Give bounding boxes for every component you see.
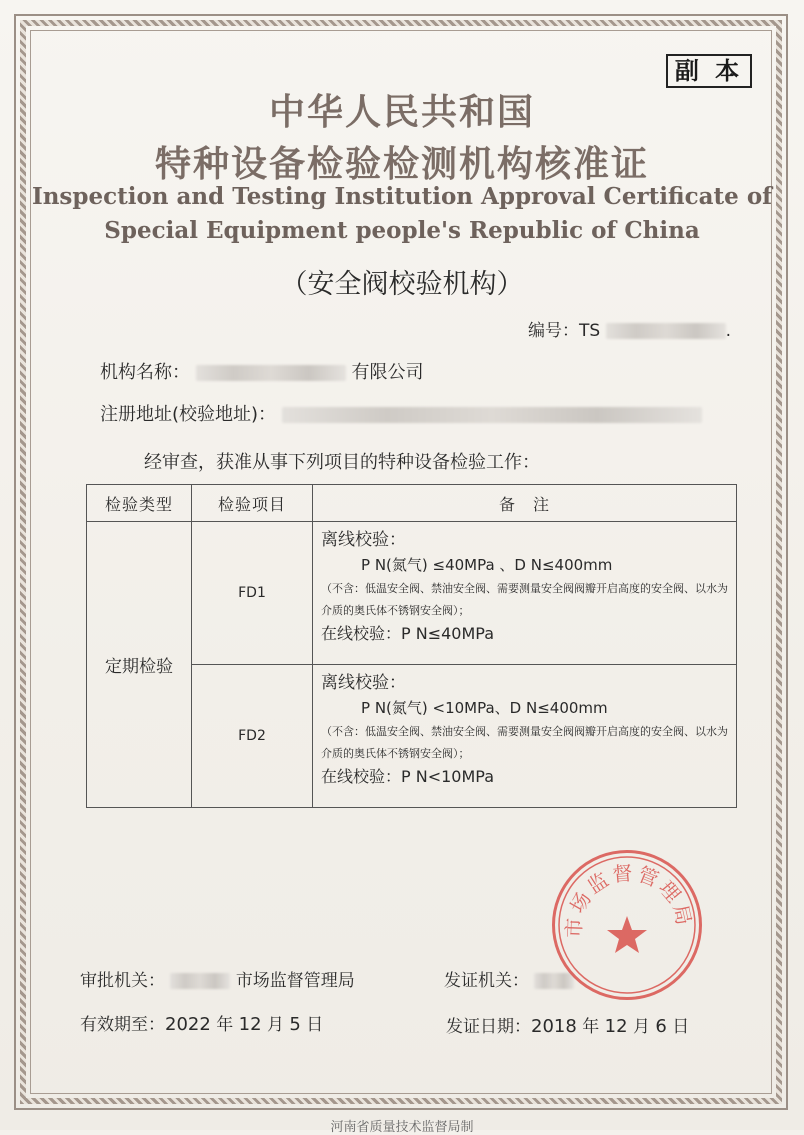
redacted-org-name bbox=[196, 365, 346, 381]
approval-table bbox=[86, 484, 737, 808]
title-english-line1: Inspection and Testing Institution Approval Certificate of bbox=[31, 183, 773, 210]
issue-date bbox=[446, 1012, 689, 1037]
approval-authority-value: 市场监督管理局 bbox=[235, 971, 355, 991]
certificate-subtitle: （安全阀校验机构） bbox=[280, 269, 524, 300]
item-cell-fd1: FD1 bbox=[192, 522, 313, 665]
org-label: 机构名称： bbox=[100, 362, 190, 383]
official-seal bbox=[552, 850, 702, 1000]
serial-value: TS bbox=[579, 321, 601, 341]
issue-month: 12 bbox=[604, 1016, 628, 1037]
serial-dot: . bbox=[725, 321, 731, 341]
bottom-caption: 河南省质量技术监督局制 bbox=[330, 1120, 474, 1135]
month-unit: 月 bbox=[632, 1017, 650, 1037]
offline-spec: P N(氮气) <10MPa、D N≤400mm bbox=[361, 699, 608, 717]
month-unit: 月 bbox=[266, 1015, 284, 1035]
seal-text-path: 市场监督管理局 bbox=[561, 860, 697, 939]
header-inspection-item: 检验项目 bbox=[192, 485, 313, 522]
remarks-cell-fd2 bbox=[313, 665, 737, 808]
redacted-address bbox=[282, 407, 702, 423]
year-unit: 年 bbox=[216, 1015, 234, 1035]
approval-authority bbox=[80, 966, 355, 991]
year-unit: 年 bbox=[582, 1017, 600, 1037]
star-icon bbox=[607, 916, 647, 953]
online-spec: 在线校验：P N≤40MPa bbox=[321, 624, 495, 643]
offline-label: 离线校验： bbox=[321, 530, 406, 550]
valid-until bbox=[80, 1010, 323, 1035]
seal-graphic bbox=[552, 850, 702, 1000]
redacted-authority bbox=[170, 973, 230, 989]
table-header-row bbox=[87, 485, 737, 522]
valid-day: 5 bbox=[289, 1014, 301, 1035]
exclusion-note: （不含：低温安全阀、禁油安全阀、需要测量安全阀阀瓣开启高度的安全阀、以水为介质的奥氏体不锈钢安全阀）； bbox=[321, 725, 728, 760]
table-row bbox=[87, 522, 737, 665]
issuing-authority-label: 发证机关： bbox=[444, 971, 529, 991]
title-certificate: 特种设备检验检测机构核准证 bbox=[154, 144, 649, 185]
valid-until-label: 有效期至： bbox=[80, 1015, 165, 1035]
day-unit: 日 bbox=[306, 1015, 324, 1035]
issue-day: 6 bbox=[655, 1016, 667, 1037]
header-remarks: 备 注 bbox=[313, 485, 737, 522]
item-cell-fd2: FD2 bbox=[192, 665, 313, 808]
offline-spec: P N(氮气) ≤40MPa 、D N≤400mm bbox=[361, 556, 613, 574]
redacted-serial bbox=[606, 323, 726, 339]
valid-year: 2022 bbox=[165, 1014, 211, 1035]
inspection-type-cell: 定期检验 bbox=[87, 522, 192, 808]
org-suffix: 有限公司 bbox=[351, 362, 424, 383]
serial-number bbox=[528, 316, 731, 341]
valid-month: 12 bbox=[238, 1014, 262, 1035]
approval-authority-label: 审批机关： bbox=[80, 971, 165, 991]
org-name-line bbox=[100, 358, 423, 384]
title-english-line2: Special Equipment people's Republic of China bbox=[104, 217, 700, 244]
copy-stamp: 副 本 bbox=[666, 54, 752, 88]
serial-label: 编号： bbox=[528, 321, 579, 341]
address-line bbox=[100, 400, 702, 426]
exclusion-note: （不含：低温安全阀、禁油安全阀、需要测量安全阀阀瓣开启高度的安全阀、以水为介质的奥氏体不锈钢安全阀）； bbox=[321, 582, 728, 617]
title-country: 中华人民共和国 bbox=[268, 92, 535, 133]
offline-label: 离线校验： bbox=[321, 673, 406, 693]
remarks-cell-fd1 bbox=[313, 522, 737, 665]
issue-year: 2018 bbox=[531, 1016, 577, 1037]
address-label: 注册地址(校验地址)： bbox=[100, 404, 277, 425]
approval-statement: 经审查，获准从事下列项目的特种设备检验工作： bbox=[144, 452, 540, 473]
online-spec: 在线校验：P N<10MPa bbox=[321, 767, 495, 786]
header-inspection-type: 检验类型 bbox=[87, 485, 192, 522]
issue-date-label: 发证日期： bbox=[446, 1017, 531, 1037]
day-unit: 日 bbox=[672, 1017, 690, 1037]
